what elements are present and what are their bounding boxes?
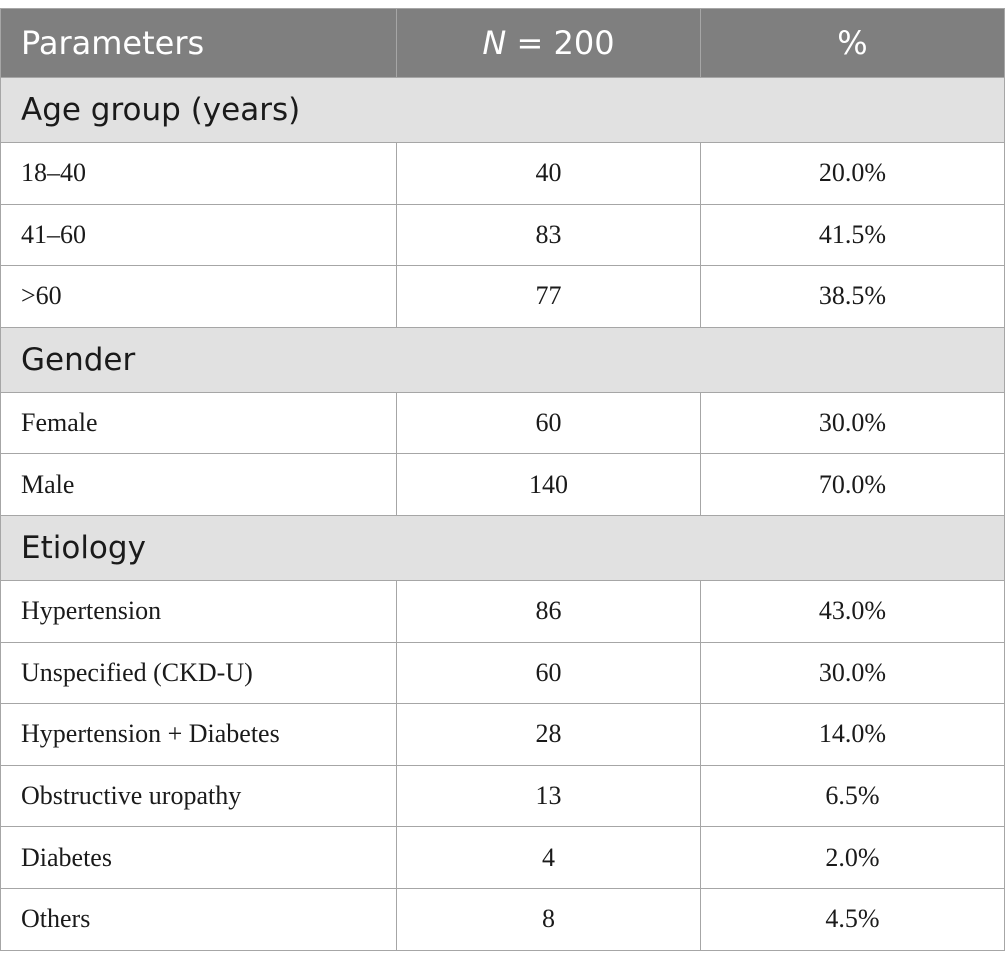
- row-label: >60: [1, 266, 397, 328]
- row-label: Male: [1, 454, 397, 516]
- header-parameters: Parameters: [1, 9, 397, 78]
- row-n: 40: [397, 143, 701, 205]
- row-label: Unspecified (CKD-U): [1, 642, 397, 704]
- row-percent: 20.0%: [701, 143, 1005, 205]
- table-row: [1, 392, 1005, 454]
- row-percent: 2.0%: [701, 827, 1005, 889]
- row-n: 140: [397, 454, 701, 516]
- row-label: Others: [1, 888, 397, 950]
- section-row-etiology: [1, 515, 1005, 580]
- header-n-symbol: N: [482, 24, 507, 62]
- table-row: [1, 204, 1005, 266]
- row-label: Diabetes: [1, 827, 397, 889]
- section-title: Etiology: [1, 515, 1005, 580]
- table-row: [1, 143, 1005, 205]
- table-row: [1, 580, 1005, 642]
- section-title: Age group (years): [1, 78, 1005, 143]
- row-percent: 30.0%: [701, 642, 1005, 704]
- row-label: 41–60: [1, 204, 397, 266]
- row-percent: 41.5%: [701, 204, 1005, 266]
- row-percent: 14.0%: [701, 704, 1005, 766]
- row-percent: 30.0%: [701, 392, 1005, 454]
- row-n: 4: [397, 827, 701, 889]
- row-n: 8: [397, 888, 701, 950]
- row-label: 18–40: [1, 143, 397, 205]
- table-row: [1, 704, 1005, 766]
- row-n: 77: [397, 266, 701, 328]
- row-n: 28: [397, 704, 701, 766]
- header-n: [397, 9, 701, 78]
- row-percent: 43.0%: [701, 580, 1005, 642]
- row-label: Female: [1, 392, 397, 454]
- row-n: 83: [397, 204, 701, 266]
- table-row: [1, 642, 1005, 704]
- row-percent: 6.5%: [701, 765, 1005, 827]
- header-n-value: = 200: [506, 24, 615, 62]
- row-percent: 4.5%: [701, 888, 1005, 950]
- row-percent: 38.5%: [701, 266, 1005, 328]
- table-row: [1, 765, 1005, 827]
- table-row: [1, 888, 1005, 950]
- row-label: Obstructive uropathy: [1, 765, 397, 827]
- table-header-row: [1, 9, 1005, 78]
- row-percent: 70.0%: [701, 454, 1005, 516]
- row-n: 13: [397, 765, 701, 827]
- row-label: Hypertension: [1, 580, 397, 642]
- table-row: [1, 827, 1005, 889]
- demographics-table: [0, 8, 1005, 951]
- section-title: Gender: [1, 327, 1005, 392]
- section-row-gender: [1, 327, 1005, 392]
- section-row-age-group: [1, 78, 1005, 143]
- data-table-container: [0, 8, 1004, 951]
- row-n: 60: [397, 392, 701, 454]
- row-n: 86: [397, 580, 701, 642]
- row-n: 60: [397, 642, 701, 704]
- header-percent: %: [701, 9, 1005, 78]
- table-row: [1, 266, 1005, 328]
- table-row: [1, 454, 1005, 516]
- row-label: Hypertension + Diabetes: [1, 704, 397, 766]
